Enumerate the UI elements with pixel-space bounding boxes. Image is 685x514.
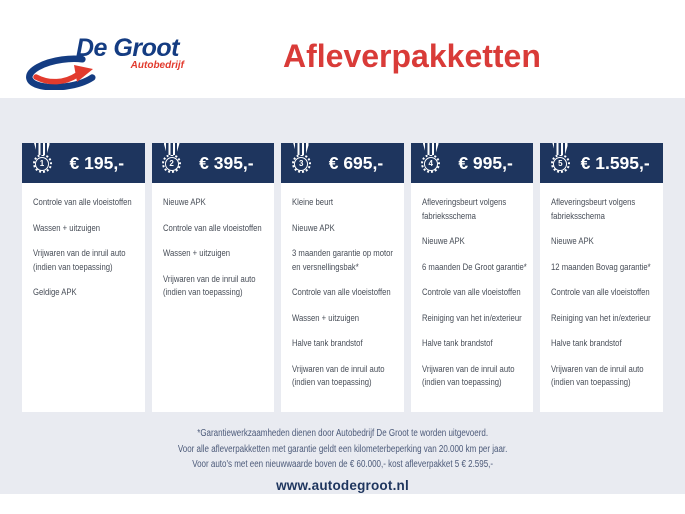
package-item: Nieuwe APK <box>551 236 595 246</box>
package-cards-row <box>22 143 663 412</box>
package-item: Halve tank brandstof <box>292 338 363 348</box>
package-card <box>152 143 275 412</box>
top-header <box>0 0 685 98</box>
package-item: Reiniging van het in/exterieur <box>421 312 522 323</box>
medal-circle-icon <box>292 154 311 173</box>
medal-circle-icon <box>421 154 440 173</box>
content-area <box>0 98 685 494</box>
package-item: Nieuwe APK <box>162 197 206 207</box>
package-price: € 195,- <box>69 153 125 173</box>
package-card <box>281 143 404 412</box>
logo-text <box>54 34 186 71</box>
disclaimer-line-3: Voor auto's met een nieuwwaarde boven de € 60.000,- kost afleverpakket 5 € 2.595,- <box>192 459 493 470</box>
disclaimer-line-2: Voor alle afleverpakketten met garantie geldt een kilometerbeperking van 20.000 km per jaar. <box>177 443 508 455</box>
package-number: 2 <box>165 157 179 171</box>
medal-icon <box>420 143 442 173</box>
package-item: Vrijwaren van de inruil auto (indien van toepassing) <box>162 273 256 297</box>
package-card <box>540 143 663 412</box>
package-number: 5 <box>553 157 567 171</box>
package-item: Halve tank brandstof <box>551 338 622 348</box>
package-item: Controle van alle vloeistoffen <box>292 287 391 297</box>
package-item: Nieuwe APK <box>421 236 465 246</box>
package-card <box>411 143 534 412</box>
package-card-header <box>540 143 663 183</box>
disclaimer-line-1: *Garantiewerkzaamheden dienen door Autobedrijf De Groot te worden uitgevoerd. <box>197 428 488 439</box>
medal-ribbon-icon <box>293 143 309 155</box>
package-item: Vrijwaren van de inruil auto (indien van toepassing) <box>33 248 126 272</box>
medal-icon <box>290 143 312 173</box>
package-item-list <box>152 183 275 312</box>
package-item-list <box>411 183 534 402</box>
package-number: 4 <box>424 157 438 171</box>
package-item: Wassen + uitzuigen <box>162 248 230 258</box>
package-item: Afleveringsbeurt volgens fabrieksschema <box>551 197 636 221</box>
package-item: Kleine beurt <box>292 197 334 207</box>
package-price: € 995,- <box>458 153 513 173</box>
medal-circle-icon <box>33 154 52 173</box>
brand-logo <box>24 34 184 92</box>
package-card-header <box>22 143 145 183</box>
package-item: Controle van alle vloeistoffen <box>421 287 521 297</box>
medal-ribbon-icon <box>552 143 568 155</box>
package-item: Wassen + uitzuigen <box>292 312 360 323</box>
package-item: Vrijwaren van de inruil auto (indien van toepassing) <box>292 363 385 387</box>
package-item: Reiniging van het in/exterieur <box>551 312 652 323</box>
package-number: 3 <box>294 157 308 171</box>
package-item: Vrijwaren van de inruil auto (indien van toepassing) <box>421 363 515 387</box>
medal-icon <box>31 143 53 173</box>
package-item: Vrijwaren van de inruil auto (indien van toepassing) <box>551 363 644 387</box>
medal-ribbon-icon <box>34 143 50 155</box>
package-item: Halve tank brandstof <box>421 338 493 348</box>
package-item: Controle van alle vloeistoffen <box>33 197 132 207</box>
package-card-header <box>152 143 275 183</box>
package-item: Controle van alle vloeistoffen <box>162 222 262 233</box>
page-title: Afleverpakketten <box>283 38 541 74</box>
package-item: Nieuwe APK <box>292 222 335 233</box>
medal-icon <box>161 143 183 173</box>
package-item: Wassen + uitzuigen <box>33 222 101 233</box>
package-item-list <box>540 183 663 402</box>
package-item: 3 maanden garantie op motor en versnellingsbak* <box>292 248 394 272</box>
package-card <box>22 143 145 412</box>
package-item: Afleveringsbeurt volgens fabrieksschema <box>421 197 507 221</box>
medal-circle-icon <box>551 154 570 173</box>
package-item-list <box>22 183 145 312</box>
package-item: 12 maanden Bovag garantie* <box>551 261 652 272</box>
package-card-header <box>281 143 404 183</box>
website-link[interactable]: www.autodegroot.nl <box>276 477 409 493</box>
disclaimer <box>22 426 663 473</box>
package-item: Controle van alle vloeistoffen <box>551 287 651 297</box>
package-number: 1 <box>35 157 49 171</box>
package-item-list <box>281 183 404 402</box>
package-price: € 695,- <box>328 153 384 173</box>
medal-ribbon-icon <box>164 143 180 155</box>
medal-ribbon-icon <box>423 143 439 155</box>
logo-brand-subtitle: Autobedrijf <box>130 60 184 71</box>
medal-icon <box>549 143 571 173</box>
logo-brand-name: De Groot <box>76 34 179 62</box>
package-item: Geldige APK <box>33 287 77 297</box>
package-price: € 1.595,- <box>580 153 650 173</box>
package-card-header <box>411 143 534 183</box>
package-item: 6 maanden De Groot garantie* <box>421 261 527 272</box>
medal-circle-icon <box>162 154 181 173</box>
package-price: € 395,- <box>199 153 254 173</box>
